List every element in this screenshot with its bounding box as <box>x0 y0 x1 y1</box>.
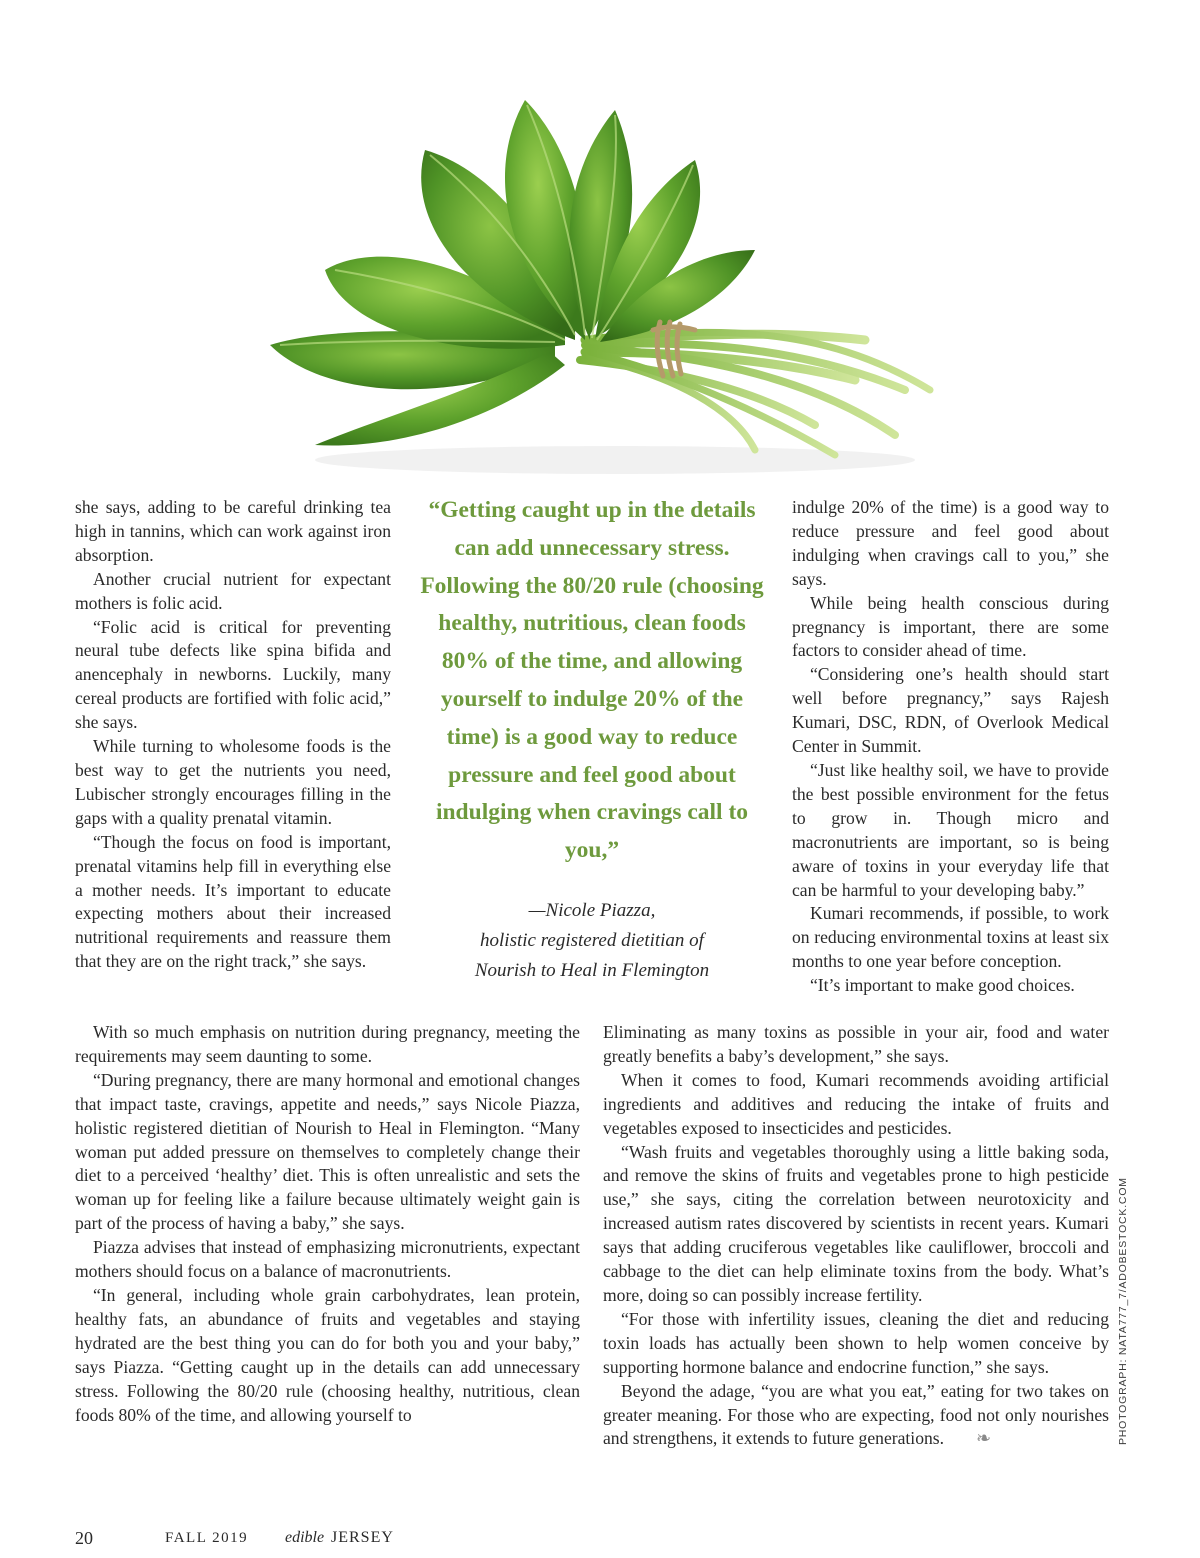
paragraph-final <box>603 1380 1109 1452</box>
paragraph: “It’s important to make good choices. <box>810 975 1075 996</box>
publication-name: JERSEY <box>331 1529 394 1546</box>
paragraph-text: Beyond the adage, “you are what you eat,” eating for two takes on greater meaning. For those who are expecting, food not only nourishes and strengthens, it extends to future generations. <box>603 1380 1109 1449</box>
paragraph: she says, adding to be careful drinking tea high in tannins, which can work against iron absorption. <box>75 497 391 565</box>
paragraph: “For those with infertility issues, cleaning the diet and reducing toxin loads has actually been shown to help women conceive by supporting hormone balance and endocrine function,” she says. <box>603 1308 1109 1377</box>
issue-label: FALL 2019 <box>165 1530 249 1546</box>
paragraph: “During pregnancy, there are many hormonal and emotional changes that impact taste, cravings, appetite and needs,” says Nicole Piazza, holistic registered dietitian of Nourish to Heal in Flemington. “Many woman put added pressure on themselves to completely change their diet to a perceived ‘healthy’ diet. This is often unrealistic and sets the woman up for feeling like a failure because ultimately weight gain is part of the process of having a baby,” she says. <box>75 1069 580 1234</box>
paragraph: “Considering one’s health should start well before pregnancy,” says Rajesh Kumari, DSC, RDN, of Overlook Medical Center in Summit. <box>792 664 1109 757</box>
paragraph: With so much emphasis on nutrition during pregnancy, meeting the requirements may seem daunting to some. <box>75 1022 580 1066</box>
attribution-name: —Nicole Piazza, <box>528 899 656 921</box>
paragraph: “Though the focus on food is important, prenatal vitamins help fill in everything else a mother needs. It’s important to educate expecting mothers about their increased nutritional requirements and reassure them that they are on the right track,” she says. <box>75 831 391 972</box>
paragraph: While turning to wholesome foods is the best way to get the nutrients you need, Lubischer strongly encourages filling in the gaps with a quality prenatal vitamin. <box>75 736 391 828</box>
pull-quote <box>412 492 772 986</box>
body-column-right-bottom <box>603 1021 1109 1451</box>
spinach-bunch-image <box>255 90 955 480</box>
paragraph: “Folic acid is critical for preventing neural tube defects like spina bifida and anencephaly in newborns. Luckily, many cereal products are fortified with folic acid,” she says. <box>75 616 391 733</box>
paragraph: When it comes to food, Kumari recommends avoiding artificial ingredients and additives and reducing the intake of fruits and vegetables exposed to insecticides and pesticides. <box>603 1069 1109 1138</box>
paragraph: indulge 20% of the time) is a good way to reduce pressure and feel good about indulging when cravings call to you,” she says. <box>792 497 1109 589</box>
paragraph: Piazza advises that instead of emphasizing micronutrients, expectant mothers should focus on a balance of macronutrients. <box>75 1237 580 1282</box>
paragraph: Another crucial nutrient for expectant mothers is folic acid. <box>75 568 391 613</box>
body-column-right-top <box>792 496 1109 998</box>
attribution-organization: Nourish to Heal in Flemington <box>474 959 710 981</box>
page-number: 20 <box>75 1528 93 1548</box>
paragraph: “Wash fruits and vegetables thoroughly using a little baking soda, and remove the skins of fruits and vegetables prone to high pesticide use,” she says, citing the correlation between neurotoxicity and increased autism rates discovered by scientists in recent years. Kumari says that adding cruciferous vegetables like cauliflower, broccoli and cabbage to the diet can help eliminate toxins from the body. What’s more, doing so can possibly increase fertility. <box>603 1141 1109 1305</box>
paragraph: While being health conscious during pregnancy is important, there are some factors to consider ahead of time. <box>792 592 1109 661</box>
pull-quote-attribution <box>412 896 772 986</box>
photo-credit: PHOTOGRAPH: NATA777_7/ADOBESTOCK.COM <box>1117 1177 1129 1445</box>
publication-name-edible: edible <box>285 1529 325 1546</box>
end-mark-icon: ❧ <box>976 1428 992 1449</box>
paragraph: “Just like healthy soil, we have to provide the best possible environment for the fetus to grow in. Though micro and macronutrients are important, so is being aware of toxins in your everyday life that can be harmful to your developing baby.” <box>792 759 1109 900</box>
body-column-left-top <box>75 496 391 974</box>
paragraph: “In general, including whole grain carbohydrates, lean protein, healthy fats, an abundance of fruits and vegetables and staying hydrated are the best thing you can do for both you and your baby,” says Piazza. “Getting caught up in the details can add unnecessary stress. Following the 80/20 rule (choosing healthy, nutritious, clean foods 80% of the time, and allowing yourself to <box>75 1284 580 1425</box>
pull-quote-text: “Getting caught up in the details can add unnecessary stress. Following the 80/20 rule (choosing healthy, nutritious, clean foods 80% of the time, and allowing yourself to indulge 20% of the time) is a good way to reduce pressure and feel good about indulging when cravings call to you,” <box>420 497 764 864</box>
paragraph: Eliminating as many toxins as possible in your air, food and water greatly benefits a baby’s development,” she says. <box>603 1022 1109 1066</box>
paragraph: Kumari recommends, if possible, to work on reducing environmental toxins at least six months to one year before conception. <box>792 903 1109 972</box>
attribution-title: holistic registered dietitian of <box>480 929 704 951</box>
body-column-left-bottom <box>75 1021 580 1427</box>
